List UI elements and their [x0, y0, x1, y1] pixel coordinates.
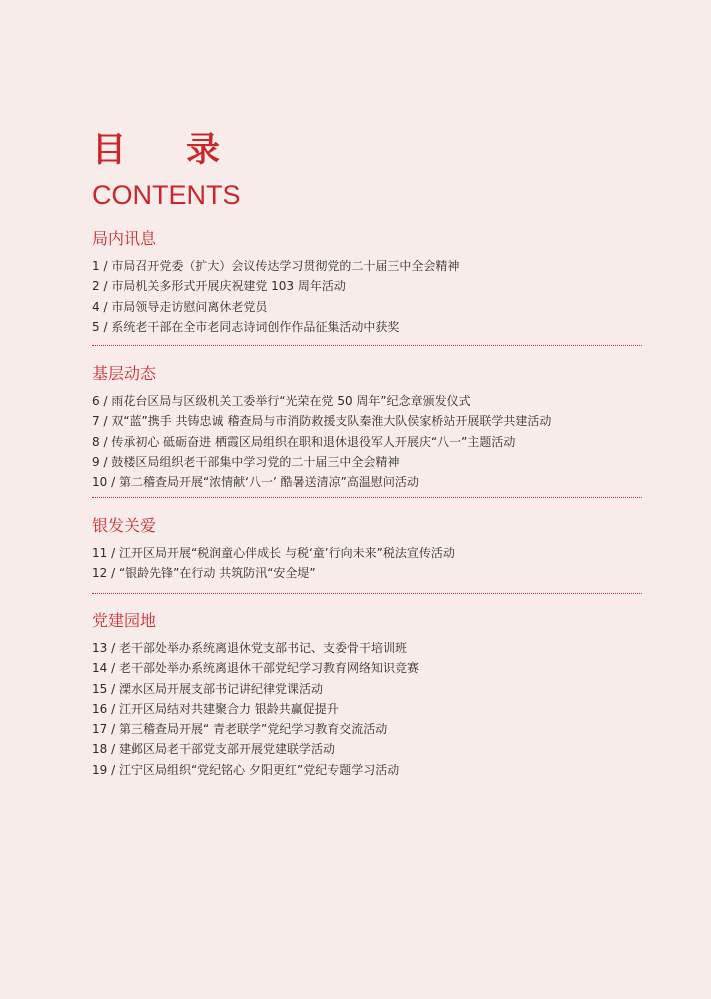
section-yin-fa-guan-ai	[92, 515, 642, 584]
page-number: 6	[92, 394, 100, 408]
toc-entry[interactable]	[92, 432, 642, 452]
separator: /	[99, 414, 112, 429]
toc-entry[interactable]	[92, 543, 642, 563]
entry-title: 老干部处举办系统离退休党支部书记、支委骨干培训班	[118, 641, 407, 655]
separator: /	[99, 279, 112, 294]
entry-title: 雨花台区局与区级机关工委举行“光荣在党 50 周年”纪念章颁发仪式	[111, 394, 471, 408]
section-ji-ceng-dong-tai	[92, 363, 642, 492]
page-title-chinese: 目录	[92, 130, 280, 170]
page-title-english: CONTENTS	[92, 180, 241, 210]
entry-title: 鼓楼区局组织老干部集中学习党的二十届三中全会精神	[111, 454, 400, 469]
toc-entry[interactable]	[92, 472, 642, 492]
separator: /	[107, 742, 119, 757]
separator: /	[107, 762, 119, 777]
entry-title: 传承初心 砥砺奋进 栖霞区局组织在职和退休退役军人开展庆“八一”主题活动	[111, 434, 516, 449]
page-number: 8	[92, 434, 100, 449]
toc-entry[interactable]	[92, 739, 642, 759]
entry-title: 第三稽查局开展“ 青老联学”党纪学习教育交流活动	[118, 722, 388, 737]
entry-title: 老干部处举办系统离退休干部党纪学习教育网络知识竞赛	[118, 661, 419, 676]
section-title: 基层动态	[92, 364, 157, 383]
entry-title: 溧水区局开展支部书记讲纪律党课活动	[118, 681, 323, 696]
entry-title: 江开区局结对共建聚合力 银龄共赢促提升	[118, 701, 339, 716]
separator: /	[107, 701, 119, 716]
separator: /	[107, 681, 119, 696]
separator: /	[99, 259, 112, 273]
page-number: 16	[92, 701, 108, 716]
page-number: 1	[92, 259, 100, 273]
separator: /	[99, 454, 112, 469]
separator: /	[107, 641, 119, 655]
separator: /	[107, 475, 119, 490]
entry-title: 江开区局开展“税润童心伴成长 与税‘童’行向未来”税法宣传活动	[118, 546, 455, 560]
toc-entry[interactable]	[92, 317, 642, 337]
toc-entry[interactable]	[92, 679, 642, 699]
entry-title: 市局召开党委（扩大）会议传达学习贯彻党的二十届三中全会精神	[111, 259, 460, 273]
entry-title: 建邺区局老干部党支部开展党建联学活动	[118, 742, 335, 757]
separator: /	[99, 319, 112, 334]
section-divider	[92, 593, 642, 594]
page-number: 7	[92, 414, 100, 429]
page-number: 12	[92, 566, 108, 581]
separator: /	[99, 299, 112, 314]
entry-title: 系统老干部在全市老同志诗词创作作品征集活动中获奖	[111, 319, 400, 334]
toc-entry[interactable]	[92, 256, 642, 276]
section-divider	[92, 345, 642, 346]
toc-entry[interactable]	[92, 297, 642, 317]
entry-title: 第二稽查局开展“浓情献‘八一’ 酷暑送清凉”高温慰问活动	[118, 475, 419, 490]
entry-title: 市局领导走访慰问离休老党员	[111, 299, 268, 314]
page-number: 15	[92, 681, 108, 696]
section-title: 银发关爱	[92, 516, 157, 535]
toc-entry[interactable]	[92, 411, 642, 431]
page-number: 18	[92, 742, 108, 757]
entry-title: 市局机关多形式开展庆祝建党 103 周年活动	[111, 279, 346, 294]
page-number: 2	[92, 279, 100, 294]
section-title: 党建园地	[92, 611, 157, 630]
page-number: 10	[92, 475, 108, 490]
toc-entry[interactable]	[92, 563, 642, 583]
page-number: 17	[92, 722, 108, 737]
section-title: 局内讯息	[92, 229, 157, 248]
section-ju-nei-xun-xi	[92, 228, 642, 337]
page-number: 4	[92, 299, 100, 314]
toc-entry[interactable]	[92, 276, 642, 296]
entry-title: 双“蓝”携手 共铸忠诚 稽查局与市消防救援支队秦淮大队侯家桥站开展联学共建活动	[111, 414, 552, 429]
separator: /	[107, 722, 119, 737]
toc-entry[interactable]	[92, 658, 642, 678]
section-divider	[92, 497, 642, 498]
separator: /	[99, 434, 112, 449]
entry-title: “银龄先锋”在行动 共筑防汛“安全堤”	[118, 566, 316, 581]
separator: /	[107, 661, 119, 676]
toc-entry[interactable]	[92, 452, 642, 472]
page-number: 19	[92, 762, 108, 777]
page-number: 9	[92, 454, 100, 469]
toc-entry[interactable]	[92, 699, 642, 719]
page-number: 14	[92, 661, 108, 676]
separator: /	[107, 566, 119, 581]
page-number: 5	[92, 319, 100, 334]
page-number: 13	[92, 641, 108, 655]
toc-entry[interactable]	[92, 760, 642, 780]
page-number: 11	[92, 546, 108, 560]
toc-entry[interactable]	[92, 638, 642, 658]
separator: /	[99, 394, 112, 408]
separator: /	[107, 546, 119, 560]
toc-entry[interactable]	[92, 719, 642, 739]
toc-entry[interactable]	[92, 391, 642, 411]
section-dang-jian-yuan-di	[92, 610, 642, 780]
entry-title: 江宁区局组织“党纪铭心 夕阳更红”党纪专题学习活动	[118, 762, 400, 777]
